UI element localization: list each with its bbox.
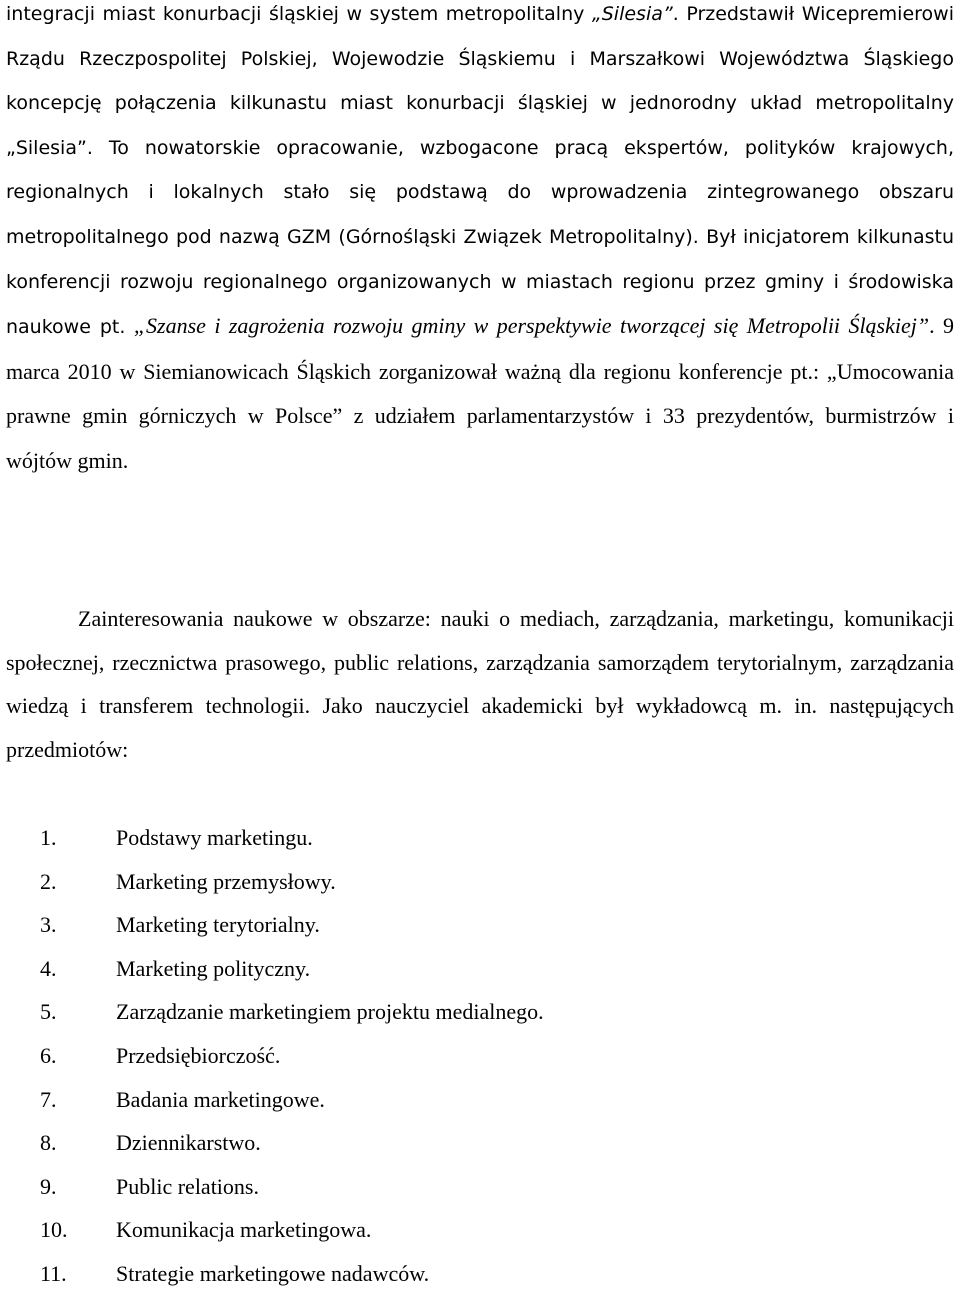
course-name: Public relations. (116, 1173, 259, 1199)
quoted-name: „Silesia” (591, 3, 673, 25)
list-item (40, 860, 544, 904)
list-number: 11. (40, 1260, 67, 1286)
biography-paragraph (6, 0, 954, 484)
list-item (40, 1165, 544, 1209)
course-name: Przedsiębiorczość. (116, 1042, 281, 1068)
course-name: Marketing terytorialny. (116, 912, 320, 938)
text-segment: . (672, 3, 687, 25)
list-item (40, 1078, 544, 1122)
list-number: 7. (40, 1086, 57, 1112)
list-item (40, 1121, 544, 1165)
list-item (40, 1252, 544, 1296)
list-number: 4. (40, 955, 57, 981)
course-name: Strategie marketingowe nadawców. (116, 1260, 430, 1286)
text-segment: Przedstawił Wicepremierowi Rządu Rzeczpospolitej Polskiej, Wojewodzie Śląskiemu i Marszałkowi Województwa Śląskiego koncepcję połączenia kilkunastu miast konurbacji śląskiej w jednorodny układ metropolitalny „Silesia”. To nowatorskie opracowanie, wzbogacone pracą ekspertów, polityków krajowych, regionalnych i lokalnych stało się podstawą do wprowadzenia zintegrowanego obszaru metropolitalnego pod nazwą GZM (Górnośląski Związek Metropolitalny). Był inicjatorem kilkunastu konferencji rozwoju regionalnego organizowanych w miastach regionu przez gminy i środowiska naukowe pt. (6, 3, 954, 339)
text-segment: . 9 marca 2010 w Siemianowicach Śląskich zorganizował ważną dla regionu konferencje pt.: „Umocowania prawne gmin górniczych w Polsce” z udziałem parlamentarzystów i 33 prezydentów, burmistrzów i wójtów gmin. (6, 313, 955, 473)
list-item (40, 1208, 544, 1252)
list-number: 9. (40, 1173, 57, 1199)
list-number: 10. (40, 1217, 68, 1243)
course-name: Zarządzanie marketingiem projektu medialnego. (116, 999, 544, 1025)
course-name: Dziennikarstwo. (116, 1130, 261, 1156)
course-name: Marketing polityczny. (116, 955, 311, 981)
course-list (40, 816, 544, 1296)
course-name: Badania marketingowe. (116, 1086, 325, 1112)
conference-title: „Szanse i zagrożenia rozwoju gminy w perspektywie tworzącej się Metropolii Śląskiej” (133, 313, 930, 339)
text-segment (125, 313, 133, 338)
list-item (40, 990, 544, 1034)
list-number: 3. (40, 912, 57, 938)
course-name: Komunikacja marketingowa. (116, 1217, 372, 1243)
course-name: Podstawy marketingu. (116, 825, 313, 850)
list-item (40, 816, 544, 860)
list-item (40, 903, 544, 947)
list-item (40, 1034, 544, 1078)
text-segment: integracji miast konurbacji śląskiej w system metropolitalny (6, 3, 592, 25)
list-number: 5. (40, 999, 57, 1025)
list-number: 1. (40, 825, 57, 850)
list-number: 6. (40, 1042, 57, 1068)
course-name: Marketing przemysłowy. (116, 868, 336, 894)
list-number: 2. (40, 868, 57, 894)
interests-paragraph: Zainteresowania naukowe w obszarze: nauki o mediach, zarządzania, marketingu, komunikacji społecznej, rzecznictwa prasowego, public relations, zarządzania samorządem terytorialnym, zarządzania wiedzą i transferem technologii. Jako nauczyciel akademicki był wykładowcą m. in. następujących przedmiotów: (6, 606, 954, 762)
list-item (40, 947, 544, 991)
list-number: 8. (40, 1130, 57, 1156)
